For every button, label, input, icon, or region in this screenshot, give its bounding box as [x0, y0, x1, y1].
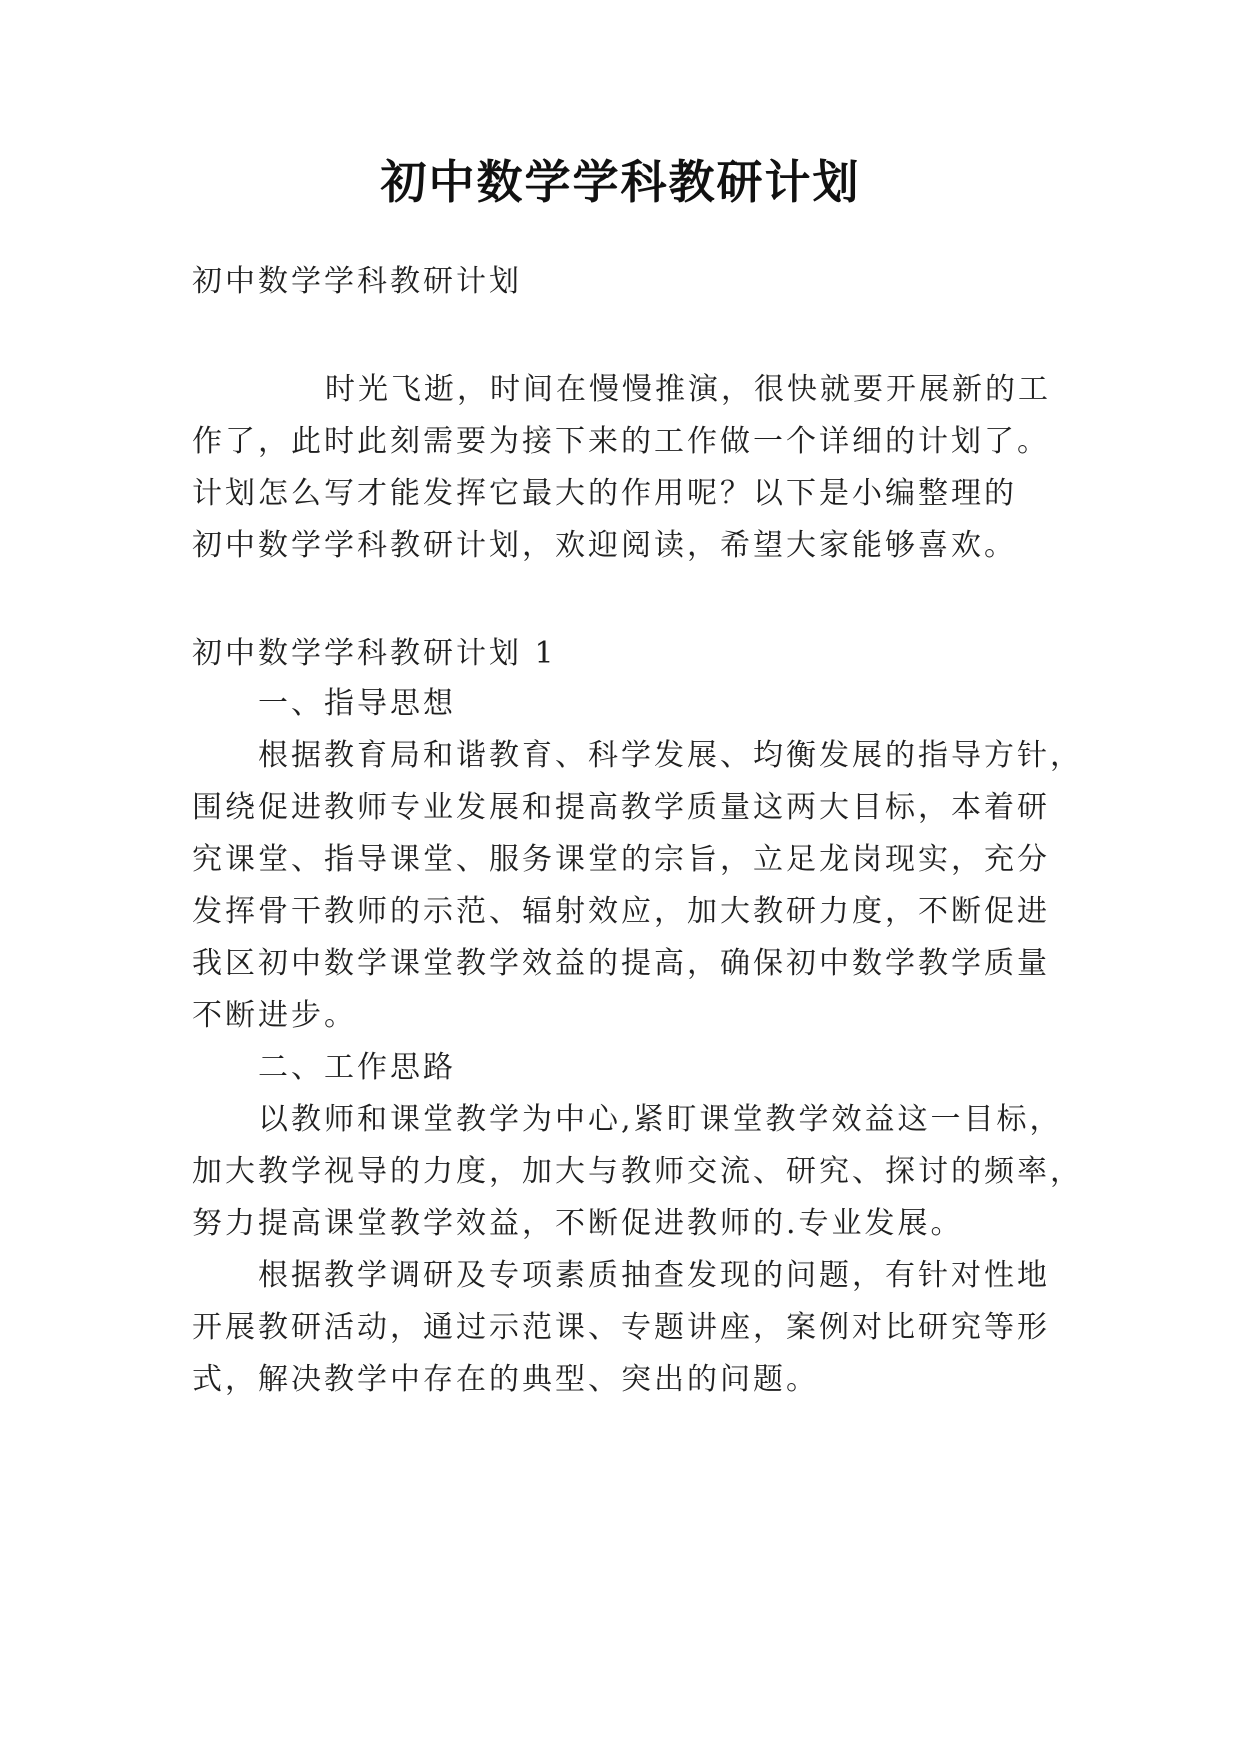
- paragraph-1-line-1: 根据教育局和谐教育、科学发展、均衡发展的指导方针，: [258, 738, 1083, 773]
- heading-guiding-thought: 一、指导思想: [258, 686, 456, 721]
- paragraph-2-line-3: 努力提高课堂教学效益，不断促进教师的.专业发展。: [192, 1206, 964, 1241]
- intro-line-2: 作了，此时此刻需要为接下来的工作做一个详细的计划了。: [192, 424, 1050, 459]
- paragraph-1-line-4: 发挥骨干教师的示范、辐射效应，加大教研力度，不断促进: [192, 894, 1050, 929]
- intro-line-3: 计划怎么写才能发挥它最大的作用呢？以下是小编整理的: [192, 476, 1017, 511]
- paragraph-3-line-1: 根据教学调研及专项素质抽查发现的问题，有针对性地: [258, 1258, 1050, 1293]
- intro-line-4: 初中数学学科教研计划，欢迎阅读，希望大家能够喜欢。: [192, 528, 1017, 563]
- subtitle-line: 初中数学学科教研计划: [192, 264, 522, 299]
- paragraph-1-line-2: 围绕促进教师专业发展和提高教学质量这两大目标，本着研: [192, 790, 1050, 825]
- paragraph-3-line-2: 开展教研活动，通过示范课、专题讲座，案例对比研究等形: [192, 1310, 1050, 1345]
- paragraph-3-line-3: 式，解决教学中存在的典型、突出的问题。: [192, 1362, 819, 1397]
- paragraph-1-line-6: 不断进步。: [192, 998, 357, 1033]
- paragraph-2-line-1: 以教师和课堂教学为中心,紧盯课堂教学效益这一目标，: [258, 1102, 1063, 1137]
- paragraph-2-line-2: 加大教学视导的力度，加大与教师交流、研究、探讨的频率，: [192, 1154, 1083, 1189]
- heading-work-approach: 二、工作思路: [258, 1050, 456, 1085]
- paragraph-1-line-5: 我区初中数学课堂教学效益的提高，确保初中数学教学质量: [192, 946, 1050, 981]
- paragraph-1-line-3: 究课堂、指导课堂、服务课堂的宗旨，立足龙岗现实，充分: [192, 842, 1050, 877]
- section-title: 初中数学学科教研计划 1: [192, 636, 557, 671]
- document-title: 初中数学学科教研计划: [380, 155, 861, 209]
- intro-line-1: 时光飞逝，时间在慢慢推演，很快就要开展新的工: [325, 372, 1051, 407]
